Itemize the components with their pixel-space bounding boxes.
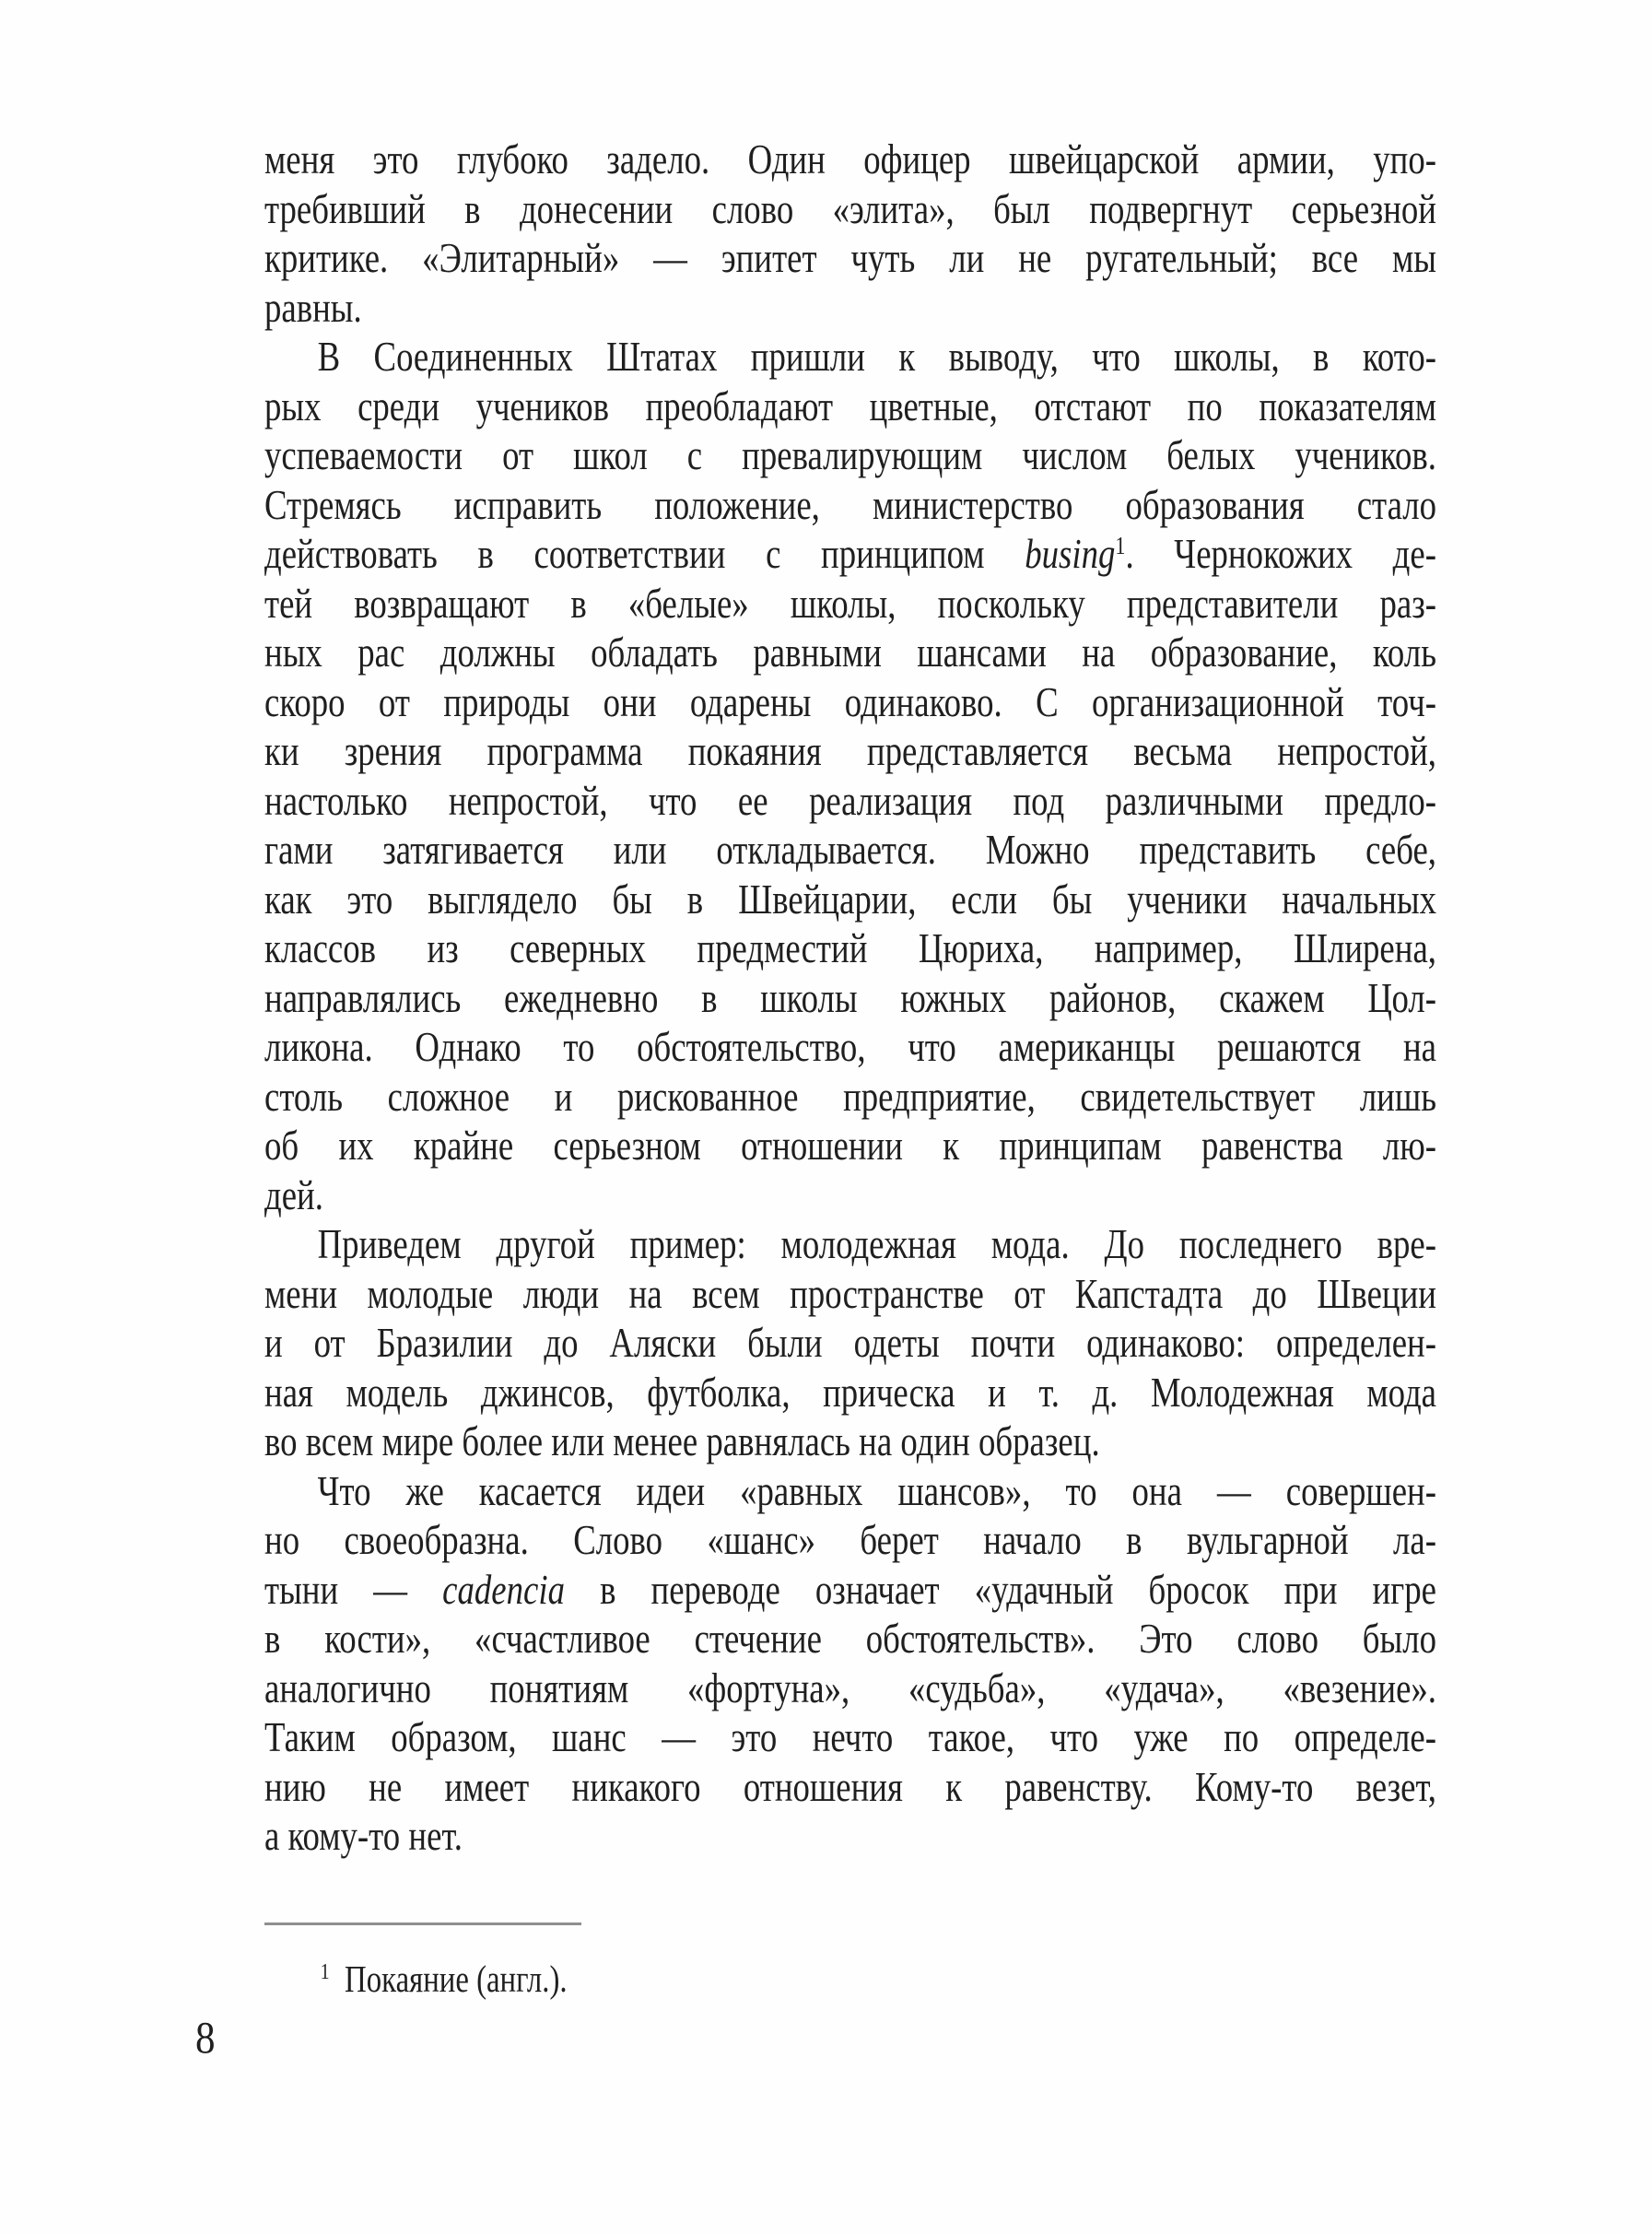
text-run: ная модель джинсов, футболка, прическа и т. д. Молодежная мода xyxy=(264,1368,1436,1416)
text-run: нию не имеет никакого отношения к равенству. Кому-то везет, xyxy=(264,1762,1436,1810)
text-line xyxy=(264,1664,1436,1713)
text-run: и от Бразилии до Аляски были одеты почти одинаково: определен- xyxy=(264,1319,1436,1366)
text-line xyxy=(264,184,1436,234)
text-run: В Соединенных Штатах пришли к выводу, что школы, в кото- xyxy=(317,333,1436,380)
text-run: ликона. Однако то обстоятельство, что американцы решаются на xyxy=(264,1023,1436,1070)
text-line xyxy=(264,1417,1436,1466)
text-line xyxy=(264,1811,1436,1861)
text-line xyxy=(264,973,1436,1023)
text-line xyxy=(264,677,1436,727)
text-run: критике. «Элитарный» — эпитет чуть ли не ругательный; все мы xyxy=(264,234,1436,281)
text-run: направлялись ежедневно в школы южных районов, скажем Цол- xyxy=(264,973,1436,1021)
text-line xyxy=(264,529,1436,579)
text-line xyxy=(264,1614,1436,1664)
text-run: дей. xyxy=(264,1170,323,1218)
page-number: 8 xyxy=(195,2012,216,2063)
body-text xyxy=(264,135,1436,1861)
text-run: а кому-то нет. xyxy=(264,1812,463,1859)
footnote-separator-rule xyxy=(264,1922,581,1925)
text-run: скоро от природы они одарены одинаково. С организационной точ- xyxy=(264,677,1436,725)
text-run: рых среди учеников преобладают цветные, отстают по показателям xyxy=(264,382,1436,429)
text-run: гами затягивается или откладывается. Можно представить себе, xyxy=(264,826,1436,873)
text-line xyxy=(264,1466,1436,1516)
text-line xyxy=(264,480,1436,530)
footnote-text: Покаяние (англ.). xyxy=(329,1958,568,2000)
text-line xyxy=(264,825,1436,875)
text-run: требивший в донесении слово «элита», был подвергнут серьезной xyxy=(264,184,1436,232)
text-run: в кости», «счастливое стечение обстоятельств». Это слово было xyxy=(264,1615,1436,1662)
text-run: Что же касается идеи «равных шансов», то она — совершен- xyxy=(317,1466,1436,1514)
text-run: Приведем другой пример: молодежная мода. До последнего вре- xyxy=(317,1220,1436,1267)
text-line xyxy=(264,283,1436,333)
text-line xyxy=(264,923,1436,973)
text-line xyxy=(264,1565,1436,1615)
text-line xyxy=(264,135,1436,184)
text-line xyxy=(264,1219,1436,1269)
text-line xyxy=(264,1170,1436,1220)
text-run: мени молодые люди на всем пространстве от Капстадта до Швеции xyxy=(264,1269,1436,1317)
text-line xyxy=(264,579,1436,629)
text-run: . Чернокожих де- xyxy=(1125,530,1436,577)
text-line xyxy=(264,1368,1436,1417)
italic-text-run: cadencia xyxy=(442,1565,565,1613)
text-run: успеваемости от школ с превалирующим числом белых учеников. xyxy=(264,431,1436,478)
footnote-marker: 1 xyxy=(1115,530,1126,559)
text-run: как это выглядело бы в Швейцарии, если бы ученики начальных xyxy=(264,875,1436,923)
italic-text-run: busing xyxy=(1025,530,1116,577)
text-run: ки зрения программа покаяния представляется весьма непростой, xyxy=(264,727,1436,774)
text-line xyxy=(264,430,1436,480)
text-line xyxy=(264,875,1436,924)
text-run: ных рас должны обладать равными шансами на образование, коль xyxy=(264,629,1436,676)
text-line xyxy=(264,1762,1436,1812)
text-run: в переводе означает «удачный бросок при игре xyxy=(564,1565,1436,1613)
text-run: Стремясь исправить положение, министерство образования стало xyxy=(264,480,1436,528)
text-line xyxy=(264,1515,1436,1565)
text-line xyxy=(264,1022,1436,1072)
text-line xyxy=(264,332,1436,382)
text-line xyxy=(264,776,1436,826)
text-line xyxy=(264,233,1436,283)
text-run: тыни — xyxy=(264,1565,443,1613)
footnote-marker: 1 xyxy=(320,1959,330,1985)
text-run: столь сложное и рискованное предприятие, свидетельствует лишь xyxy=(264,1072,1436,1120)
text-line xyxy=(264,726,1436,776)
text-line xyxy=(264,1269,1436,1319)
text-run: меня это глубоко задело. Один офицер швейцарской армии, упо- xyxy=(264,135,1436,182)
text-run: но своеобразна. Слово «шанс» берет начало в вульгарной ла- xyxy=(264,1516,1436,1563)
text-run: во всем мире более или менее равнялась на один образец. xyxy=(264,1417,1100,1464)
text-line xyxy=(264,1318,1436,1368)
text-run: Таким образом, шанс — это нечто такое, что уже по определе- xyxy=(264,1713,1436,1760)
text-run: равны. xyxy=(264,283,362,331)
text-line xyxy=(264,1121,1436,1170)
text-line xyxy=(264,628,1436,677)
text-line xyxy=(264,382,1436,431)
text-run: классов из северных предместий Цюриха, например, Шлирена, xyxy=(264,924,1436,971)
text-line xyxy=(264,1072,1436,1122)
text-run: действовать в соответствии с принципом xyxy=(264,530,1025,577)
text-line xyxy=(264,1712,1436,1762)
text-run: тей возвращают в «белые» школы, поскольку представители раз- xyxy=(264,579,1436,627)
footnote xyxy=(264,1956,1436,2008)
text-run: аналогично понятиям «фортуна», «судьба», «удача», «везение». xyxy=(264,1664,1436,1711)
text-run: настолько непростой, что ее реализация под различными предло- xyxy=(264,776,1436,824)
text-run: об их крайне серьезном отношении к принципам равенства лю- xyxy=(264,1122,1436,1169)
